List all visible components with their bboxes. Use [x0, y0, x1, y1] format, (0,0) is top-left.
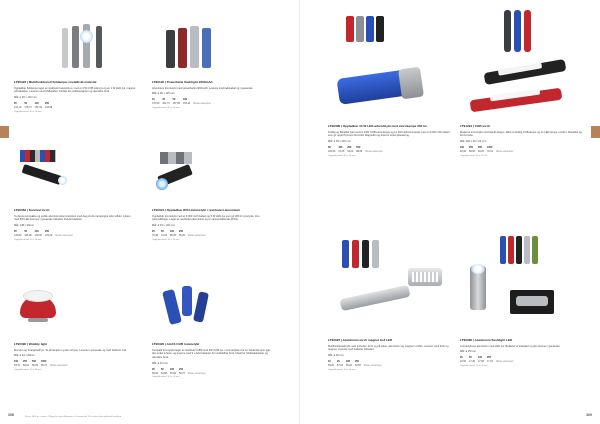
price-cell: 17,15 — [486, 360, 493, 364]
print-area: Opptrykksareal: 60 x 12 mm — [460, 154, 488, 157]
price-note: Meste eksempel — [49, 364, 68, 368]
product-description: Ta denne kompakte og solide aluminiumslommelykten med deg på din campingtur eller utflukt. Lykten med 5W LED kommer i gaveeske inkludert 3xAAA batterier. — [14, 214, 131, 222]
price-cell: 84,20 — [477, 150, 484, 154]
price-table — [460, 356, 582, 363]
product-size: Mål: ø 34 x 140 mm — [152, 224, 175, 228]
print-area: Opptrykksareal: 30 x 30 mm — [14, 368, 42, 371]
qty-header: 25 — [460, 356, 463, 360]
product-photo — [328, 10, 450, 122]
price-table — [14, 230, 136, 237]
qty-header: 25 — [162, 98, 165, 102]
qty-header: 100 — [182, 98, 187, 102]
price-note: Meste eksempel — [193, 102, 211, 106]
product-title: LT90320 | AAAS COB lommelykt — [152, 342, 200, 346]
product-size: Mål: ø 32 mm — [152, 361, 168, 365]
price-cell: 170,59 — [152, 102, 160, 106]
product-description: Multifunksjonell lykt med lyshode i front og på siden. Aluminium og magnet i enden. Leveres med krok og magnet. Leveres med batterier inkludert. — [328, 344, 449, 352]
product-size: Mål: ø 30 mm — [328, 354, 344, 358]
price-cell: 136,06 — [24, 234, 32, 238]
price-cell: 56,70 — [40, 364, 47, 368]
price-cell: 92,04 — [347, 150, 354, 154]
price-table — [152, 98, 274, 105]
qty-header: 250 — [468, 146, 473, 150]
price-cell: 164,74 — [162, 102, 170, 106]
price-cell: 153,24 — [182, 102, 191, 106]
price-cell: 157,85 — [172, 102, 180, 106]
qty-header: 100 — [34, 102, 39, 106]
qty-header: 10 — [328, 360, 331, 364]
product-lt90960 — [460, 232, 582, 367]
product-lt90321 — [152, 148, 274, 241]
qty-header: 100 — [338, 146, 343, 150]
qty-header: 50 — [24, 102, 27, 106]
qty-header: 50 — [328, 146, 331, 150]
price-cell: 67,18 — [336, 364, 343, 368]
page-number: 308 — [8, 413, 14, 417]
product-lt90362 — [14, 148, 136, 241]
qty-header: 25 — [336, 360, 340, 364]
product-photo — [460, 10, 582, 122]
qty-header: 50 — [468, 356, 472, 360]
price-cell: 72,03 — [160, 234, 167, 238]
qty-header: 25 — [152, 230, 155, 234]
price-note: Meste eksempel — [363, 364, 382, 368]
qty-header: 50 — [172, 98, 176, 102]
qty-header: 100 — [460, 146, 464, 150]
product-photo — [14, 148, 136, 206]
print-area: Opptrykksareal: 40 x 15 mm — [152, 238, 180, 241]
product-lt90390 — [14, 282, 136, 371]
price-note: Meste eksempel — [187, 371, 206, 375]
price-cell: 68,05 — [169, 234, 176, 238]
qty-header: 500 — [31, 360, 36, 364]
qty-header: 500 — [356, 146, 361, 150]
product-description: Kraftig og fleksibel lykt med en 10W COB-stormlampe og en 3W LED-lommelykt. Har et 3 600 mAh batteri som gir opptil 5 timers brenntid. Magnetfot og krok for enkel plassering. — [328, 130, 450, 138]
product-title: LT90960 | Aluminium flashlight LED — [460, 338, 513, 342]
product-title: LT90323 | Multifunktionell ficklampa i metalliskt material — [14, 80, 97, 84]
qty-header: 100 — [14, 360, 18, 364]
price-cell: 59,10 — [22, 364, 29, 368]
price-cell: 65,20 — [345, 364, 352, 368]
price-cell: 178,74 — [24, 106, 32, 110]
price-note: Meste eksempel — [495, 150, 514, 154]
product-title: LT90390 | Wobbly light — [14, 342, 48, 346]
product-size: Mål: ø 64 x 80mm — [14, 354, 35, 358]
price-cell: 63,70 — [14, 364, 20, 368]
product-photo — [14, 20, 136, 78]
product-photo — [152, 148, 274, 206]
product-lt90323 — [14, 20, 136, 113]
product-description: Kompakt lommelykt laget av resirkulert ABS med 3W COB-lys. Lommelykten har en hektende som gjør den enkel å feste, og leveres med 3 x AAA batterier for umiddelbar bruk. Ideell for friluftsaktiviteter og utendørs bruk. — [152, 348, 271, 360]
qty-header: 100 — [169, 230, 174, 234]
price-cell: 144,80 — [14, 234, 22, 238]
product-title: LT90399 | Oppladbar 10 W LED-arbeidslykt med stormlampe 360 lm — [328, 124, 427, 128]
price-cell: 62,88 — [160, 371, 167, 375]
chapter-tab — [591, 126, 600, 138]
qty-header: 100 — [169, 367, 174, 371]
price-cell: 92,50 — [460, 150, 466, 154]
price-cell: 60,60 — [169, 371, 176, 375]
print-area: Opptrykksareal: 60 x 15 mm — [328, 154, 356, 157]
product-lt90120 — [152, 20, 274, 109]
product-size: Mål: 148 x 30mm — [14, 224, 34, 228]
product-size: Mål: 200 x 30 x 22 mm — [460, 140, 487, 144]
print-area: Opptrykksareal: 40 x 10 mm — [14, 238, 42, 241]
catalog-page-right — [300, 0, 600, 424]
price-cell: 59,70 — [178, 371, 185, 375]
price-cell: 17,46 — [468, 360, 475, 364]
product-lt90320 — [152, 282, 274, 378]
product-description: Moderne lommelykt med slankt design. Med en kraftig COB-lampe og en LED-lampe i enden. Fleksibel og lett å bruke. — [460, 130, 582, 138]
print-area: Opptrykksareal: 60 x 15 mm — [14, 110, 42, 113]
price-note: Meste eksempel — [365, 150, 383, 154]
price-cell: 89,40 — [468, 150, 475, 154]
price-cell: 58,09 — [31, 364, 38, 368]
qty-header: 25 — [152, 367, 155, 371]
price-table — [14, 360, 136, 367]
product-lt90997 — [328, 232, 450, 371]
product-photo — [328, 232, 450, 336]
price-cell: 17,08 — [477, 360, 484, 364]
print-area: Opptrykksareal: 25 x 10 mm — [460, 364, 488, 367]
qty-header: 250 — [22, 360, 27, 364]
qty-header: 250 — [44, 102, 49, 106]
product-lt91291 — [460, 10, 582, 157]
price-cell: 103,05 — [328, 150, 336, 154]
price-note: Meste eksempel — [495, 360, 514, 364]
price-table — [152, 368, 274, 375]
product-description: Aluminium lommelykt med powerbank 2200mAh. Leveres med ladekabel og i gaveeske. — [152, 86, 254, 90]
price-table — [14, 102, 136, 109]
qty-header: 250 — [486, 356, 491, 360]
price-cell: 66,60 — [152, 371, 158, 375]
product-title: LT90321 | Oppladbar IPX4-lommelykt i resirkulert aluminium — [152, 208, 241, 212]
qty-header: 250 — [44, 230, 49, 234]
product-title: LT91291 | COB torch — [460, 124, 491, 128]
product-description: Oppladbar ficklampe laget av resirkulert aluminium, med et 3 W COB side-lys og en 1 W LED-lys, magnet på baksiden. Leveres med USB-kabel. Perfekt for nødsituasjoner og utendørs bruk. — [14, 86, 136, 94]
qty-header: 50 — [160, 367, 164, 371]
price-cell: 130,00 — [34, 234, 42, 238]
price-cell: 79,10 — [486, 150, 493, 154]
product-photo — [460, 232, 582, 336]
qty-header: 25 — [14, 102, 17, 106]
price-table — [328, 146, 450, 153]
qty-header: 1000 — [486, 146, 493, 150]
product-photo — [152, 20, 274, 78]
qty-header: 100 — [477, 356, 482, 360]
chapter-tab — [0, 126, 9, 138]
price-cell: 20,60 — [460, 360, 466, 364]
product-lt90399 — [328, 10, 450, 157]
print-area: Opptrykksareal: 50 x 15 mm — [152, 106, 180, 109]
price-cell: 65,20 — [178, 234, 185, 238]
product-description: Morsom og funksjonell lys. Ta på lampen og den vil lyse. Leveres i gaveeske og med batterier inkl. — [14, 348, 127, 352]
product-title: LT90120 | Powerbank flashlight 2200mAh — [152, 80, 213, 84]
qty-header: 50 — [160, 230, 164, 234]
price-cell: 212,10 — [14, 106, 22, 110]
qty-header: 250 — [178, 230, 183, 234]
product-title: LT90362 | Survival torch — [14, 208, 50, 212]
page-number: 309 — [586, 413, 592, 417]
price-table — [460, 146, 582, 153]
price-note: Meste eksempel — [55, 234, 73, 238]
qty-header: 1000 — [40, 360, 47, 364]
price-table — [152, 230, 274, 237]
qty-header: 100 — [34, 230, 39, 234]
product-title: LT90997 | Aluminium torch magnet 9+8 LED — [328, 338, 393, 342]
price-cell: 88,89 — [356, 150, 363, 154]
qty-header: 250 — [347, 146, 352, 150]
price-table — [328, 360, 450, 367]
price-cell: 133,68 — [44, 106, 53, 110]
product-size: Mål: ø 30 x 110 mm — [14, 96, 37, 100]
product-size: Mål: ø 35 x 215 mm — [328, 140, 351, 144]
qty-header: 10 — [152, 98, 155, 102]
qty-header: 250 — [178, 367, 183, 371]
print-area: Opptrykksareal: 40 x 10 mm — [328, 368, 356, 371]
page-footer: Priser: SEK ex. moms | Tillägg för tryck tillkommer | Leveranstid: 3-4 veckor efter godkänd korrektur — [25, 416, 122, 418]
price-cell: 69,20 — [328, 364, 334, 368]
qty-header: 25 — [14, 230, 17, 234]
qty-header: 250 — [354, 360, 359, 364]
price-cell: 78,48 — [152, 234, 158, 238]
product-photo — [152, 282, 274, 340]
price-cell: 97,66 — [338, 150, 345, 154]
product-size: Mål: ø 25 mm — [460, 350, 476, 354]
product-photo — [14, 282, 136, 340]
qty-header: 100 — [345, 360, 350, 364]
qty-header: 50 — [24, 230, 27, 234]
price-note: Meste eksempel — [187, 234, 206, 238]
print-area: Opptrykksareal: 30 x 15 mm — [152, 376, 180, 379]
product-description: Lommelykt av aluminium med LED-lys. Batterier er inkludert og den leveres i gaveeske. — [460, 344, 561, 348]
price-cell: 63,50 — [354, 364, 361, 368]
price-cell: 125,00 — [44, 234, 53, 238]
price-cell: 151,39 — [34, 106, 42, 110]
qty-header: 500 — [477, 146, 482, 150]
product-description: Oppladbar lommelykt med et 3 000 mAh batteri og 5 W LED-lys som gir 280 lm lysstyrke. Fire lysinnstillinger. Laget av resirkulert aluminium og er vannavstøtende (IPX4). — [152, 214, 260, 222]
product-size: Mål: ø 30 x 115 mm — [152, 92, 175, 96]
